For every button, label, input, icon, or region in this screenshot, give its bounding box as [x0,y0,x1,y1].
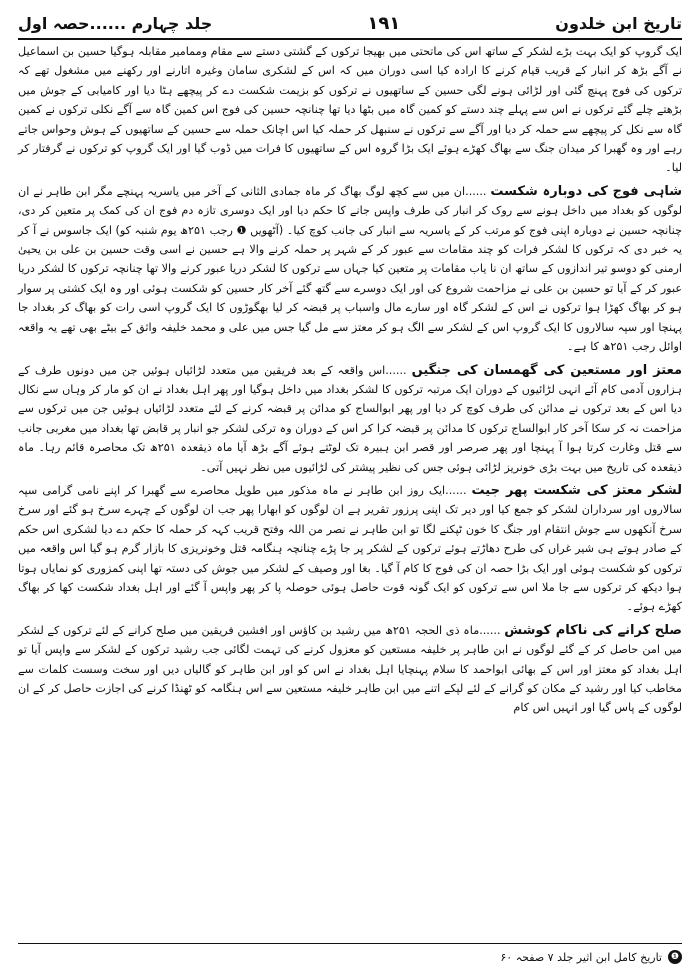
footnote [500,950,682,964]
paragraph [18,182,682,357]
paragraph [18,621,682,718]
page-number: ۱۹۱ [367,12,401,34]
section-heading: لشکر معتز کی شکست پھر جیت [471,482,682,498]
volume-label: جلد چہارم ......حصہ اول [18,13,213,33]
paragraph [18,481,682,617]
page-header [18,8,682,40]
paragraph [18,42,682,178]
footnote-divider [18,943,682,944]
paragraph-text: ......ماہ ذی الحجہ ۲۵۱ھ میں رشید بن کاؤس اور افشین فریقین میں صلح کرانے کے لئے ترکوں کے لشکر میں امن حاصل کر کے گئے لوگوں نے ابن طاہر پر خلیفہ مستعین کو معزول کرنے کی تہمت لگائی جب رشید ترکوں کے لشکر سے واپس آیا تو اہل بغداد کو معتز اور اس کے بھائی ابواحمد کا سلام پہنچایا اہل بغداد نے اس کو اور ابن طاہر کو گالیاں دیں اور سخت وسست کلمات سے مخاطب کیا اور رشید کے مکان کو گرانے کے لئے لپکے اتنے میں ابن طاہر خلیفہ مستعین سے اس ہنگامہ کو ٹھنڈا کرنے کی اجازت حاصل کر کے ان لوگوں کے پاس گیا اور انہیں اس کام [18,623,682,715]
paragraph-text: ایک گروپ کو ایک بہت بڑے لشکر کے ساتھ اس کی ماتحتی میں بھیجا ترکوں کے گشتی دستے سے مقام وممامیر مقابلہ ہوگیا حسین بن اسماعیل نے آگے بڑھ کر انبار کے قریب قیام کرنے کا ارادہ کیا اسی دوران میں کہ اس کے لشکری سامان وغیرہ اتارنے اور رکھنے میں مشغول تھے کہ ترکوں کی فوج پہنچ گئی اور لڑائی ہونے لگی حسین کے ساتھیوں نے ترکوں کو بزیمت شکست دے کر پیچھے ہٹا دیا اور کامیابی کے جوش میں بڑھتے چلے گئے ترکوں نے اس سے پہلے چند دستے کو کمین گاہ میں بٹھا دیا تھا چنانچہ حسین کی فوج اس کمین گاہ سے آگے نکلی ترکوں نے کمین گاہ سے نکل کر پیچھے سے حملہ کر دیا اور آگے سے ترکوں نے سنبھل کر حملہ کیا اس اچانک حملہ سے حسین کے ساتھیوں کے ہوش وحواس جاتے رہے اور وہ گھبرا کر میدان جنگ سے بھاگ کھڑے ہوئے ایک بڑا گروہ اس کے ساتھیوں کا فرات میں ڈوب گیا اور ایک گروپ کو ترکوں نے گرفتار کر لیا۔ [18,45,682,175]
page-body [18,42,682,718]
book-title: تاریخ ابن خلدون [555,13,682,33]
footnote-text: تاریخ کامل ابن اثیر جلد ۷ صفحہ ۶۰ [500,950,662,964]
paragraph-text: ......اس واقعہ کے بعد فریقین میں متعدد لڑائیاں ہوئیں جن میں دونوں طرف کے ہزاروں آدمی کام آئے انہی لڑائیوں کے دوران ایک مرتبہ ترکوں کا لشکر بغداد میں داخل ہوگیا اور پھر اہل بغداد نے ان کو مار کر وہاں سے نکال دیا اس کے بعد ترکوں نے مدائن کی طرف کوچ کر دیا اور پھر ابوالساج کو مدائن پر قبضہ کرنے کے لئے متعدد لڑائیاں ہوئیں جن میں ترکوں سے مزاحمت نہ کر سکا آخر کار ابوالساج ترکوں کا مدائن پر قبضہ کرا کر اس کے دوران وہ ترکی لشکر جو انبار پر قابض تھا بغداد میں مغربی جانب سے قتل وغارت کرتا ہوا آ پہنچا اور پھر صرصر اور قصر ابن ہبیرہ تک لوٹتے ہوئے آگے بڑھ آیا ماہ ذیقعدہ ۲۵۱ھ تک محاصرہ قائم رہا۔ ماہ ذیقعدہ کی تاریخ میں بہت بڑی خونریز لڑائی ہوئی جس کی نظیر پیشتر کی لڑائیوں میں نظر نہیں آتی۔ [18,363,683,474]
paragraph-text: ......ان میں سے کچھ لوگ بھاگ کر ماہ جمادی الثانی کے آخر میں یاسریہ پہنچے مگر ابن طاہر نے ان لوگوں کو بغداد میں داخل ہونے سے روک کر انبار کی طرف واپس جانے کا حکم دیا اور ایک دوسری تازہ دم فوج ان کی کمک پر متعین کر دی، چنانچہ حسین نے دوبارہ اپنی فوج کو مرتب کر کے یاسریہ سے انبار کی جانب کوچ کیا۔ (آٹھویں ❶ رجب ۲۵۱ھ یوم شنبہ کو) ایک جاسوس نے آ کر یہ خبر دی کہ ترکوں کا لشکر فرات کو چند مقامات سے عبور کر کے شہر پر حملہ کرنے والا ہے حسین نے اسی وقت حسین بن علی بن یحییٰ ارمنی کو دوسو تیر اندازوں کے ساتھ ان نا یاب مقامات پر متعین کیا جہاں سے ترکوں کا لشکر دریا عبور کرنے والا تھا چنانچہ ترکوں کا لشکر دریا عبور کر کے آیا تو حسین بن علی نے مزاحمت شروع کی اور ایک دوسرے سے گتھ گئے آخر کار حسین کو شکست ہوئی اور وہ ایک کشتی پر سوار ہو کر بھاگ کھڑا ہوا ترکوں نے اس کے لشکر گاہ اور سارے مال واسباب پر قبضہ کر لیا بھگوڑوں کا ایک گروپ اسی رات کو بھاگ کر بغداد جا پہنچا اور سپہ سالاروں کا ایک گروپ اس کے لشکر سے الگ ہو کر معتز سے مل گیا جس میں علی و محمد خلیفہ واثق کے بیٹے بھی تھے یہ واقعہ اوائل رجب ۲۵۱ھ کا ہے۔ [18,184,683,354]
section-heading: صلح کرانے کی ناکام کوشش [504,622,682,638]
paragraph-text: ......ایک روز ابن طاہر نے ماہ مذکور میں طویل محاصرے سے گھبرا کر اپنے نامی گرامی سپہ سالاروں اور سرداران لشکر کو جمع کیا اور دیر تک اپنی پرزور تقریر ہے ان لوگوں کو ابھارا پھر جب ان لوگوں کے چہرے سرخ ہو گئے اور سرخ سرخ آنکھوں سے جوش انتقام اور جنگ کا خون ٹپکنے لگا تو ابن طاہر نے نصر من اللہ وفتح قریب کہہ کر حملہ کا حکم دے دیا لشکری اس حکم کے صادر ہوتے ہی شیر غراں کی طرح دھاڑتے ہوئے ترکوں کے لشکر پر جا پڑے چنانچہ ہنگامہ قتل وخونریزی کا بازار گرم ہو گیا اس واقعہ میں ترکوں کو شکست ہوئی اور ایک بڑا حصہ ان کی فوج کا کام آ گیا۔ بغا اور وصیف کے لشکر میں جوش کی دستہ تھا اپنی کمزوری کو نمایاں ہوتا ہوا دیکھ کر ترکوں سے جا ملا اس سے ترکوں کو ایک گونہ قوت حاصل ہوئی حوصلہ پا کر پھر واپس آ گئے اور اہل بغداد شکست کھا کر بھاگ کھڑے ہوئے۔ [18,483,682,614]
section-heading: معتز اور مستعین کی گھمسان کی جنگیں [411,362,682,378]
section-heading: شاہی فوج کی دوبارہ شکست [490,183,683,199]
paragraph [18,361,682,477]
footnote-number: ❶ [668,950,682,964]
